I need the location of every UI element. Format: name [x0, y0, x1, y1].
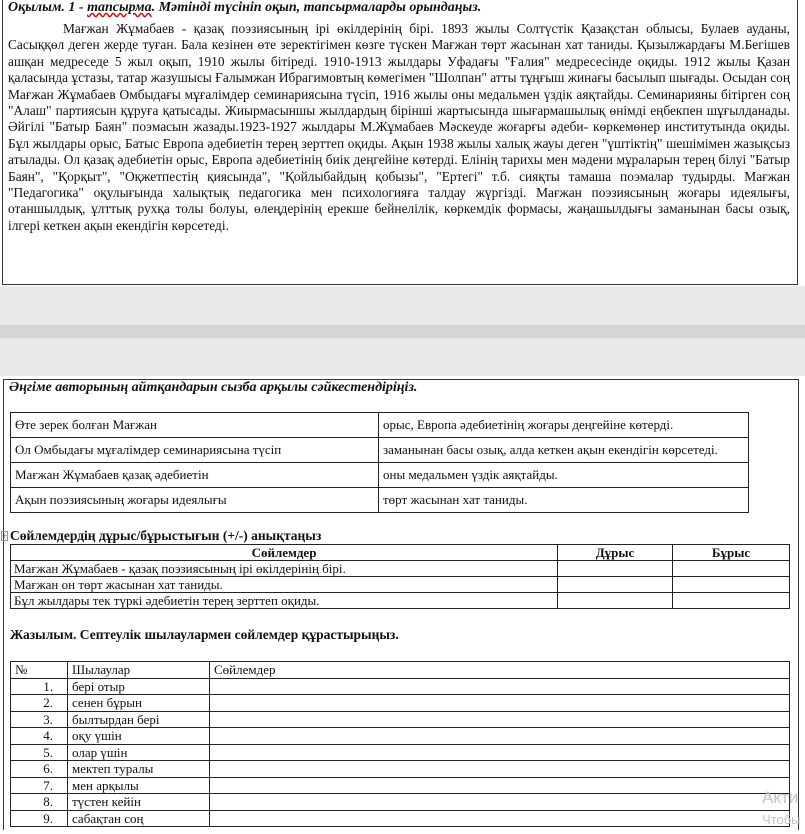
sentence-cell: Мағжан он төрт жасынан хат таниды. [11, 577, 558, 593]
writing-row [11, 761, 790, 778]
particle-cell: мектеп туралы [68, 761, 210, 778]
matching-table [10, 412, 749, 513]
sentence-answer-cell[interactable] [210, 810, 790, 827]
title-underlined-word: тапсырма [87, 0, 152, 15]
sentence-cell: Мағжан Жұмабаев - қазақ поэзиясының ірі өкілдерінің бірі. [11, 561, 558, 577]
header-sentences: Сөйлемдер [210, 662, 790, 679]
matching-row [11, 438, 749, 463]
writing-row [11, 810, 790, 827]
page-2 [0, 376, 805, 834]
particle-cell: сенен бұрын [68, 695, 210, 712]
matching-left-cell: Мағжан Жұмабаев қазақ әдебиетін [11, 463, 379, 488]
sentence-answer-cell[interactable] [210, 744, 790, 761]
row-number: 2. [11, 695, 68, 712]
sentence-answer-cell[interactable] [210, 695, 790, 712]
particle-cell: сабақтан соң [68, 810, 210, 827]
sentence-answer-cell[interactable] [210, 711, 790, 728]
task-title [8, 0, 481, 16]
truefalse-title: Сөйлемдердің дұрыс/бұрыстығын (+/-) анықтаңыз [10, 528, 322, 543]
sentence-answer-cell[interactable] [210, 678, 790, 695]
activation-watermark: Акти [762, 788, 799, 807]
row-number: 7. [11, 777, 68, 794]
activation-watermark-sub: Чтобы [762, 812, 801, 827]
truefalse-table [10, 544, 790, 609]
false-answer-cell[interactable] [673, 593, 790, 609]
true-answer-cell[interactable] [558, 593, 673, 609]
true-answer-cell[interactable] [558, 561, 673, 577]
matching-row [11, 413, 749, 438]
sentence-answer-cell[interactable] [210, 728, 790, 745]
matching-left-cell: Өте зерек болған Мағжан [11, 413, 379, 438]
particle-cell: былтырдан бері [68, 711, 210, 728]
writing-row [11, 744, 790, 761]
header-true: Дұрыс [558, 545, 673, 561]
sentence-cell: Бұл жылдары тек түркі әдебиетін терең зерттеп оқиды. [11, 593, 558, 609]
writing-row [11, 728, 790, 745]
header-particles: Шылаулар [68, 662, 210, 679]
writing-row [11, 794, 790, 811]
truefalse-row [11, 577, 790, 593]
title-prefix: Оқылым. 1 - [8, 0, 88, 15]
row-number: 6. [11, 761, 68, 778]
writing-row [11, 695, 790, 712]
writing-row [11, 678, 790, 695]
sentence-answer-cell[interactable] [210, 777, 790, 794]
row-number: 5. [11, 744, 68, 761]
particle-cell: түстен кейін [68, 794, 210, 811]
header-sentences: Сөйлемдер [11, 545, 558, 561]
sentence-answer-cell[interactable] [210, 794, 790, 811]
sentence-answer-cell[interactable] [210, 761, 790, 778]
particle-cell: бері отыр [68, 678, 210, 695]
row-number: 8. [11, 794, 68, 811]
writing-table [10, 661, 790, 827]
writing-title: Жазылым. Септеулік шылаулармен сөйлемдер құрастырыңыз. [10, 627, 399, 642]
row-number: 1. [11, 678, 68, 695]
row-number: 9. [11, 810, 68, 827]
reading-paragraph: Мағжан Жұмабаев - қазақ поэзиясының ірі өкілдерінің бірі. 1893 жылы Солтүстік Қазақстан облысы, Булаев ауданы, Сасыққөл деген жерде туған. Бала кезінен өте зеректігімен көзге түскен Мағжан төрт жасынан хат таниды. Қызылжардағы М.Бегішев ашқан медреседе 5 жыл оқып, 1910 жылы бітіреді. 1910-1913 жылдары Уфадағы "Ғалия" медресесінде оқиды. 1912 жылы Қазан қаласында ұстазы, татар жазушысы Ғалымжан Ибрагимовтың көмегімен "Шолпан" атты тұңғыш жинағы басылып шығады. Осыдан соң Мағжан Жұмабаев Омбыдағы мұғалімдер семинариясына түсіп, 1916 жылы оны медальмен үздік аяқтайды. Семинарияны бітірген соң "Алаш" партиясын құруға қатысады. Жиырмасыншы жылдардың бірінші жартысында шығармашылық өнімді еңбекпен шұғылданады. Әйгілі "Батыр Баян" поэмасын жазады.1923-1927 жылдары М.Жұмабаев Мәскеуде жоғарғы әдеби- көркемөнер институтында оқиды. Бұл жылдары орыс, Батыс Европа әдебиетін терең зерттеп оқиды. Ақын 1938 жылы халық жауы деген "үштіктің" шешімімен жазықсыз атылады. Ол қазақ әдебиетін орыс, Европа әдебиетінің биік деңгейіне көтерді. Елінің тарихы мен мәдени мұраларын терең білуі "Батыр Баян", "Қорқыт", "Оқжетпестің қиясында", "Қойлыбайдың қобызы", "Ертегі" т.б. сияқты тамаша поэмалар тудырды. Мағжан "Педагогика" оқулығында халықтық педагогика мен психологияға талдау жүргізді. Мағжан поэзиясының жоғары идеялығы, отаншылдық, ұлттық рухқа толы болуы, өлеңдерінің ерекше бейнелілік, көркемдік формасы, жаңашылдығы заманынан басы озық, ілгері кеткен ақын екендігін көрсетеді. [8, 21, 790, 233]
page-separator [0, 325, 805, 338]
row-number: 3. [11, 711, 68, 728]
writing-row [11, 711, 790, 728]
particle-cell: оқу үшін [68, 728, 210, 745]
particle-cell: мен арқылы [68, 777, 210, 794]
page-1 [0, 0, 805, 286]
matching-left-cell: Ақын поэзиясының жоғары идеялығы [11, 488, 379, 513]
matching-right-cell: орыс, Европа әдебиетінің жоғары деңгейіне көтерді. [379, 413, 749, 438]
header-false: Бұрыс [673, 545, 790, 561]
matching-title: Әңгіме авторының айтқандарын сызба арқылы сәйкестендіріңіз. [9, 380, 418, 395]
matching-right-cell: төрт жасынан хат таниды. [379, 488, 749, 513]
matching-right-cell: заманынан басы озық, алда кеткен ақын екендігін көрсетеді. [379, 438, 749, 463]
truefalse-row [11, 593, 790, 609]
false-answer-cell[interactable] [673, 561, 790, 577]
true-answer-cell[interactable] [558, 577, 673, 593]
truefalse-row [11, 561, 790, 577]
matching-row [11, 488, 749, 513]
false-answer-cell[interactable] [673, 577, 790, 593]
table-move-handle-icon[interactable]: + [2, 531, 8, 541]
particle-cell: олар үшін [68, 744, 210, 761]
matching-row [11, 463, 749, 488]
title-suffix: . Мәтінді түсініп оқып, тапсырмаларды орындаңыз. [151, 0, 482, 15]
matching-left-cell: Ол Омбыдағы мұғалімдер семинариясына түсіп [11, 438, 379, 463]
matching-right-cell: оны медальмен үздік аяқтайды. [379, 463, 749, 488]
header-number: № [11, 662, 68, 679]
row-number: 4. [11, 728, 68, 745]
writing-row [11, 777, 790, 794]
